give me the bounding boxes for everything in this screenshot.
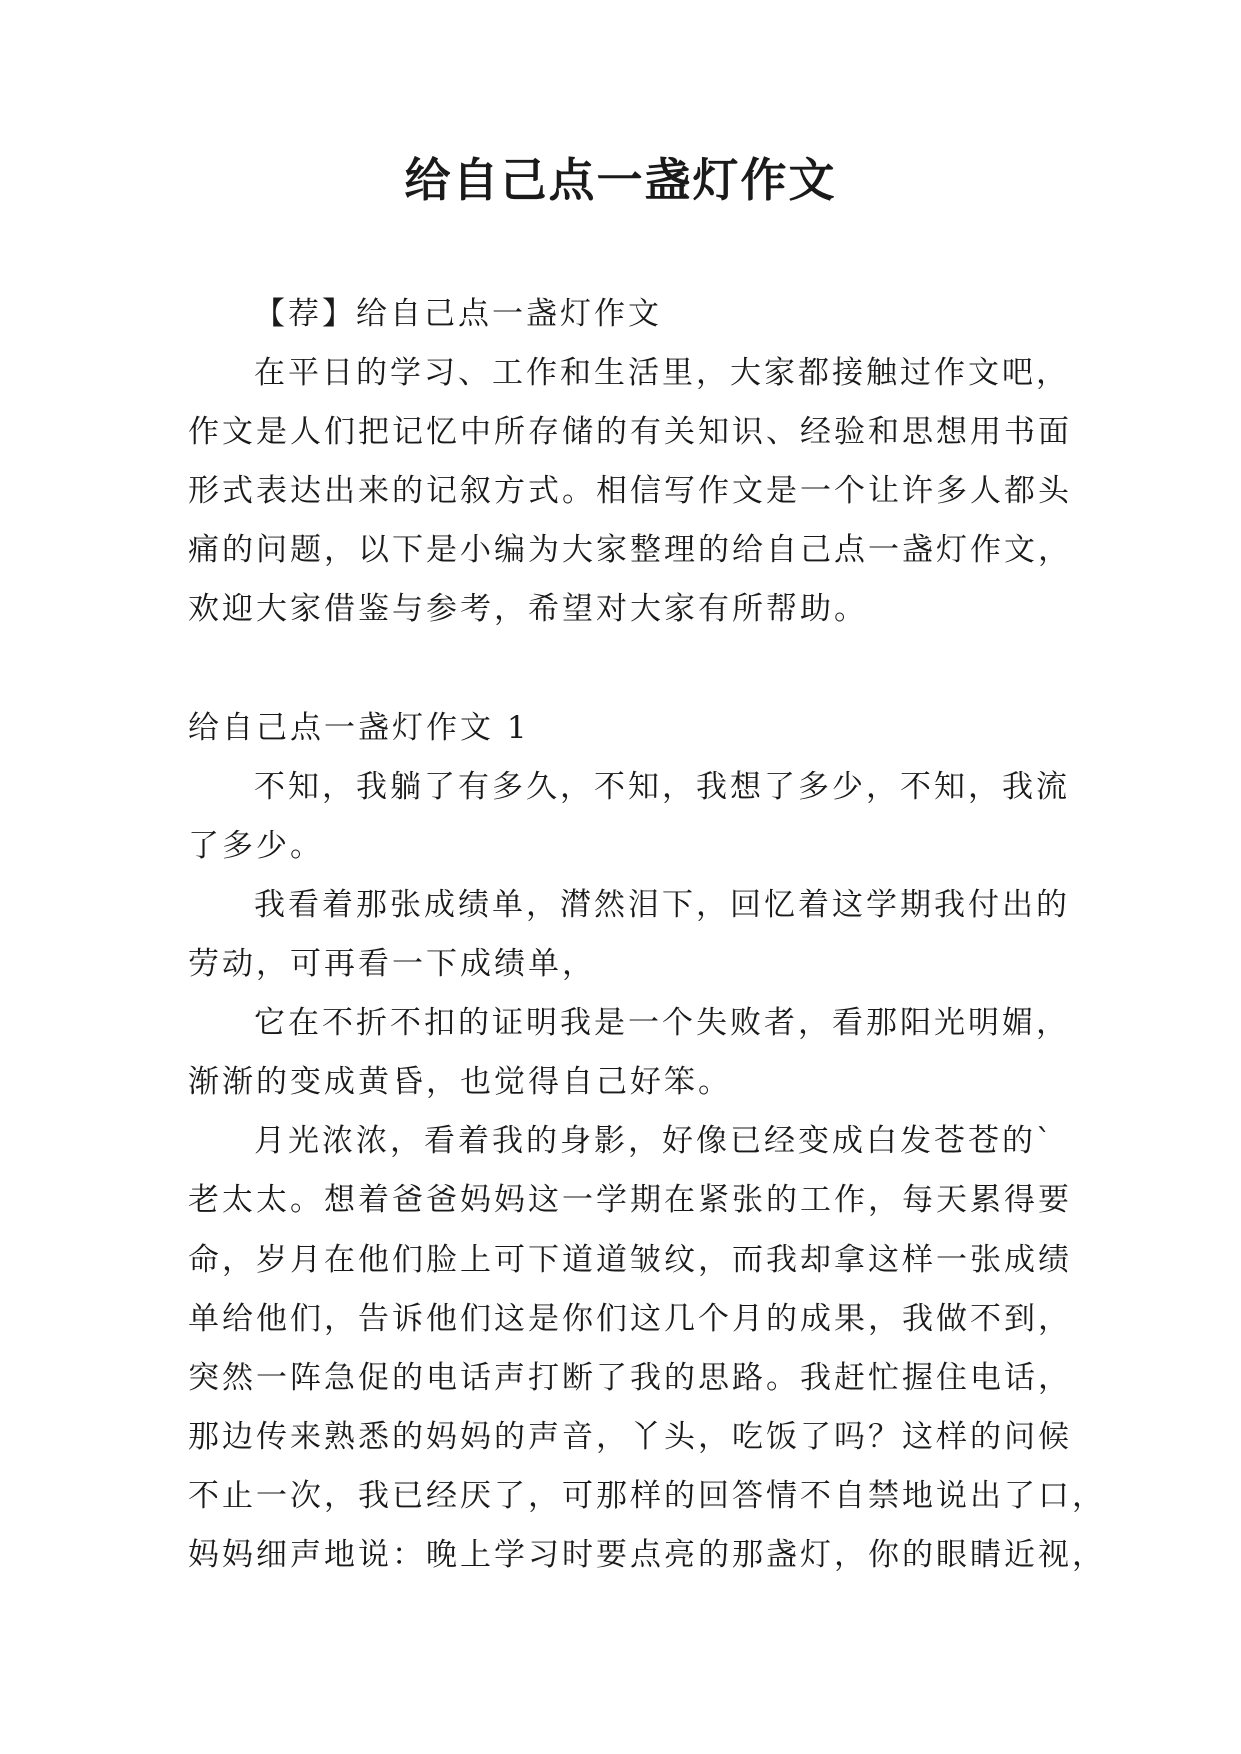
text-line: 它在不折不扣的证明我是一个失败者，看那阳光明媚，	[254, 1005, 1070, 1042]
text-line: 欢迎大家借鉴与参考，希望对大家有所帮助。	[188, 591, 868, 628]
text-line: 痛的问题，以下是小编为大家整理的给自己点一盏灯作文，	[188, 532, 1072, 569]
text-line: 形式表达出来的记叙方式。相信写作文是一个让许多人都头	[188, 473, 1072, 510]
text-line: 突然一阵急促的电话声打断了我的思路。我赶忙握住电话，	[188, 1359, 1072, 1396]
text-line: 月光浓浓，看着我的身影，好像已经变成白发苍苍的`	[254, 1123, 1055, 1160]
blank-line	[188, 640, 1068, 699]
text-line: 了多少。	[188, 827, 324, 864]
document-title: 给自己点一盏灯作文	[404, 153, 837, 207]
text-line: 劳动，可再看一下成绩单，	[188, 946, 596, 983]
text-line: 单给他们，告诉他们这是你们这几个月的成果，我做不到，	[188, 1300, 1072, 1337]
text-line: 给自己点一盏灯作文 1	[188, 709, 530, 746]
text-line: 【荐】给自己点一盏灯作文	[254, 296, 662, 332]
text-line: 渐渐的变成黄昏，也觉得自己好笨。	[188, 1064, 732, 1101]
text-line: 不知，我躺了有多久，不知，我想了多少，不知，我流	[254, 768, 1070, 805]
text-line: 作文是人们把记忆中所存储的有关知识、经验和思想用书面	[188, 414, 1072, 451]
text-line: 我看着那张成绩单，潸然泪下，回忆着这学期我付出的	[254, 886, 1070, 923]
text-line: 不止一次，我已经厌了，可那样的回答情不自禁地说出了口，	[188, 1477, 1106, 1514]
text-line: 命，岁月在他们脸上可下道道皱纹，而我却拿这样一张成绩	[188, 1241, 1072, 1278]
text-line: 老太太。想着爸爸妈妈这一学期在紧张的工作，每天累得要	[188, 1182, 1072, 1219]
document-body	[188, 285, 1106, 1585]
text-line: 妈妈细声地说：晚上学习时要点亮的那盏灯，你的眼睛近视，	[188, 1536, 1106, 1573]
text-line: 那边传来熟悉的妈妈的声音，丫头，吃饭了吗？这样的问候	[188, 1418, 1072, 1455]
text-line: 在平日的学习、工作和生活里，大家都接触过作文吧，	[254, 355, 1070, 392]
